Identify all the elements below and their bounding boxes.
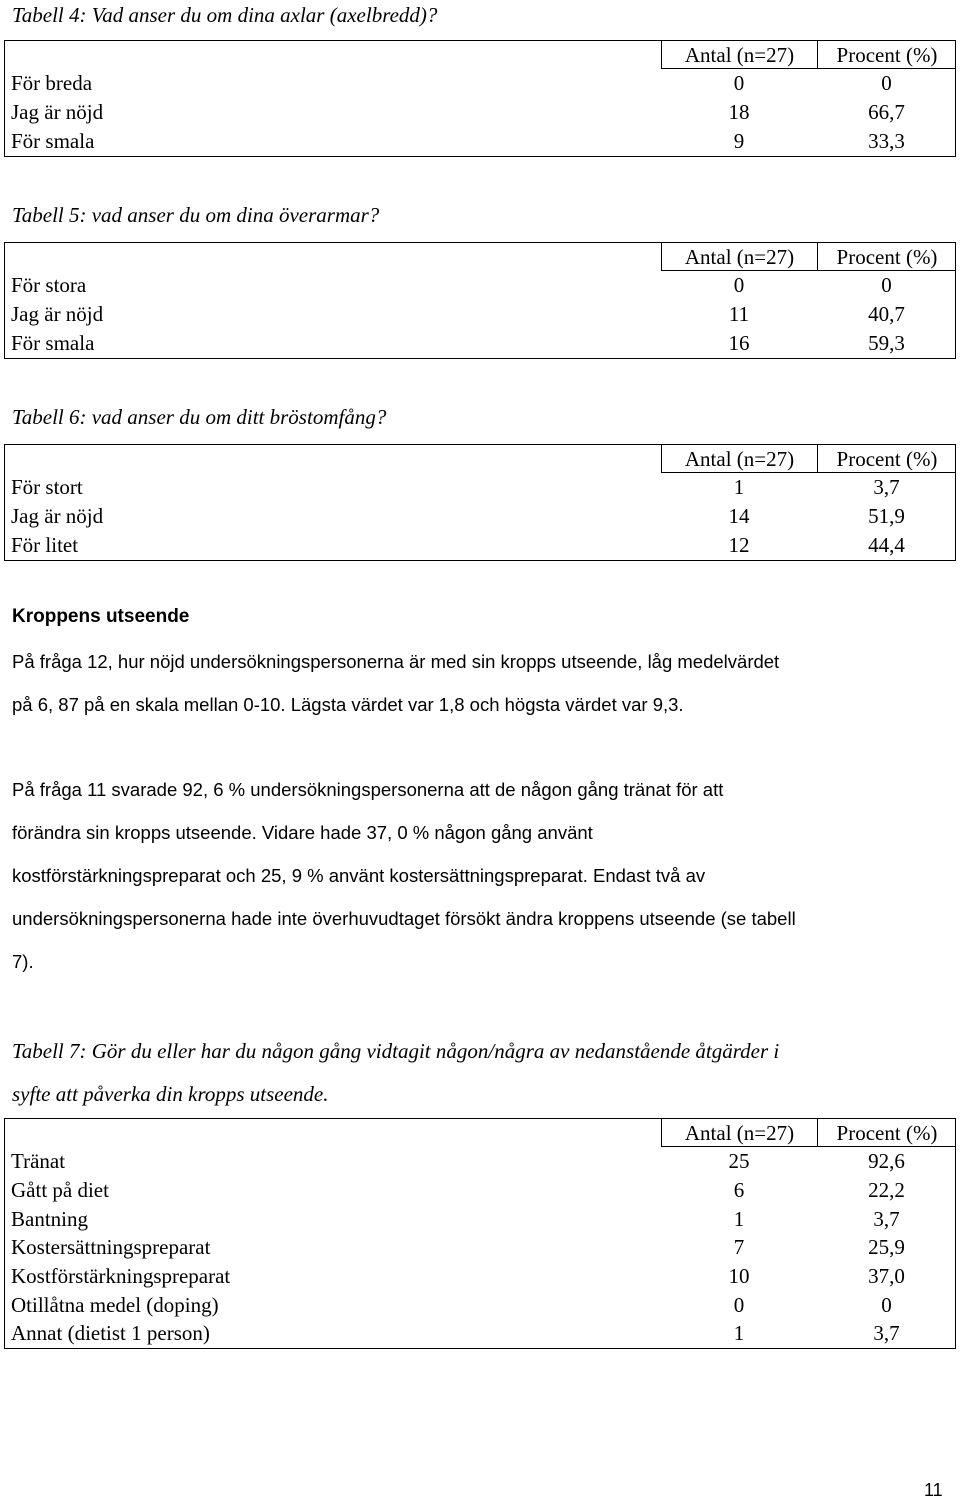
row-percent: 37,0 (868, 1264, 905, 1288)
row-label: Otillåtna medel (doping) (11, 1293, 219, 1317)
row-label: För breda (11, 71, 93, 95)
table-row (5, 329, 955, 358)
table5-header-percent: Procent (%) (817, 243, 956, 271)
row-count: 25 (728, 1149, 750, 1173)
row-label: Annat (dietist 1 person) (11, 1321, 210, 1345)
row-label: Gått på diet (11, 1178, 109, 1202)
paragraph-line: 7). (12, 951, 34, 972)
row-label: Kostförstärkningspreparat (11, 1264, 231, 1288)
table7-caption (12, 1030, 779, 1116)
paragraph-line: undersökningspersonerna hade inte överhuvudtaget försökt ändra kroppens utseende (se tabell (12, 908, 796, 929)
row-percent: 51,9 (868, 504, 905, 528)
paragraph-line: förändra sin kropps utseende. Vidare hade 37, 0 % någon gång använt (12, 822, 593, 843)
row-count: 0 (733, 71, 745, 95)
row-count: 10 (728, 1264, 750, 1288)
caption-line: Tabell 7: Gör du eller har du någon gång vidtagit någon/några av nedanstående åtgärder i (12, 1039, 780, 1063)
table6-header-count: Antal (n=27) (661, 445, 817, 473)
row-count: 14 (728, 504, 750, 528)
row-label: För stort (11, 475, 83, 499)
table-row (5, 1291, 955, 1320)
table5-caption: Tabell 5: vad anser du om dina överarmar? (12, 203, 380, 227)
table-row (5, 98, 955, 127)
row-percent: 92,6 (868, 1149, 905, 1173)
table4-header-count: Antal (n=27) (661, 41, 817, 69)
table7-header-count: Antal (n=27) (661, 1119, 817, 1147)
table4-header-percent: Procent (%) (817, 41, 956, 69)
table4-caption: Tabell 4: Vad anser du om dina axlar (axelbredd)? (12, 3, 438, 27)
row-percent: 0 (881, 273, 892, 297)
row-percent: 3,7 (873, 1207, 900, 1231)
table7 (4, 1118, 956, 1349)
paragraph-line: På fråga 11 svarade 92, 6 % undersökningspersonerna att de någon gång tränat för att (12, 779, 724, 800)
row-count: 9 (733, 129, 745, 153)
row-label: Jag är nöjd (11, 504, 104, 528)
table5-header-count: Antal (n=27) (661, 243, 817, 271)
table7-header-percent: Procent (%) (817, 1119, 956, 1147)
row-count: 1 (733, 1207, 745, 1231)
table-row (5, 69, 955, 98)
row-count: 12 (728, 533, 750, 557)
table-row (5, 271, 955, 300)
row-label: Tränat (11, 1149, 66, 1173)
table-row (5, 531, 955, 560)
row-percent: 3,7 (873, 475, 900, 499)
row-label: För stora (11, 273, 87, 297)
row-count: 16 (728, 331, 750, 355)
paragraph-line: på 6, 87 på en skala mellan 0-10. Lägsta värdet var 1,8 och högsta värdet var 9,3. (12, 694, 684, 715)
table-row (5, 1319, 955, 1348)
table6 (4, 444, 956, 561)
table6-header-percent: Procent (%) (817, 445, 956, 473)
table-row (5, 1176, 955, 1205)
row-percent: 0 (881, 1293, 892, 1317)
page-number: 11 (924, 1480, 943, 1500)
row-percent: 3,7 (873, 1321, 900, 1345)
row-count: 18 (728, 100, 750, 124)
table-row (5, 127, 955, 156)
paragraph-2 (12, 768, 796, 983)
table-row (5, 473, 955, 502)
row-count: 1 (733, 1321, 745, 1345)
row-label: För smala (11, 129, 95, 153)
table-row (5, 502, 955, 531)
row-count: 7 (733, 1235, 745, 1259)
row-percent: 22,2 (868, 1178, 905, 1202)
row-percent: 25,9 (868, 1235, 905, 1259)
paragraph-line: På fråga 12, hur nöjd undersökningspersonerna är med sin kropps utseende, låg medelvärdet (12, 651, 780, 672)
table-row (5, 300, 955, 329)
row-label: För smala (11, 331, 95, 355)
row-label: För litet (11, 533, 79, 557)
row-label: Bantning (11, 1207, 88, 1231)
table6-caption: Tabell 6: vad anser du om ditt bröstomfång? (12, 405, 387, 429)
section-heading: Kroppens utseende (12, 606, 190, 627)
row-percent: 59,3 (868, 331, 905, 355)
row-label: Jag är nöjd (11, 100, 104, 124)
row-percent: 40,7 (868, 302, 905, 326)
row-label: Jag är nöjd (11, 302, 104, 326)
table-row (5, 1262, 955, 1291)
row-count: 0 (733, 1293, 745, 1317)
table-row (5, 1147, 955, 1176)
row-percent: 0 (881, 71, 892, 95)
table5 (4, 242, 956, 359)
table-row (5, 1205, 955, 1234)
paragraph-line: kostförstärkningspreparat och 25, 9 % använt kostersättningspreparat. Endast två av (12, 865, 706, 886)
row-percent: 66,7 (868, 100, 905, 124)
row-count: 1 (733, 475, 745, 499)
row-count: 11 (728, 302, 750, 326)
paragraph-1 (12, 640, 779, 726)
row-percent: 44,4 (868, 533, 905, 557)
caption-line: syfte att påverka din kropps utseende. (12, 1082, 329, 1106)
table-row (5, 1233, 955, 1262)
row-percent: 33,3 (868, 129, 905, 153)
row-count: 6 (733, 1178, 745, 1202)
table4 (4, 40, 956, 157)
row-count: 0 (733, 273, 745, 297)
row-label: Kostersättningspreparat (11, 1235, 211, 1259)
